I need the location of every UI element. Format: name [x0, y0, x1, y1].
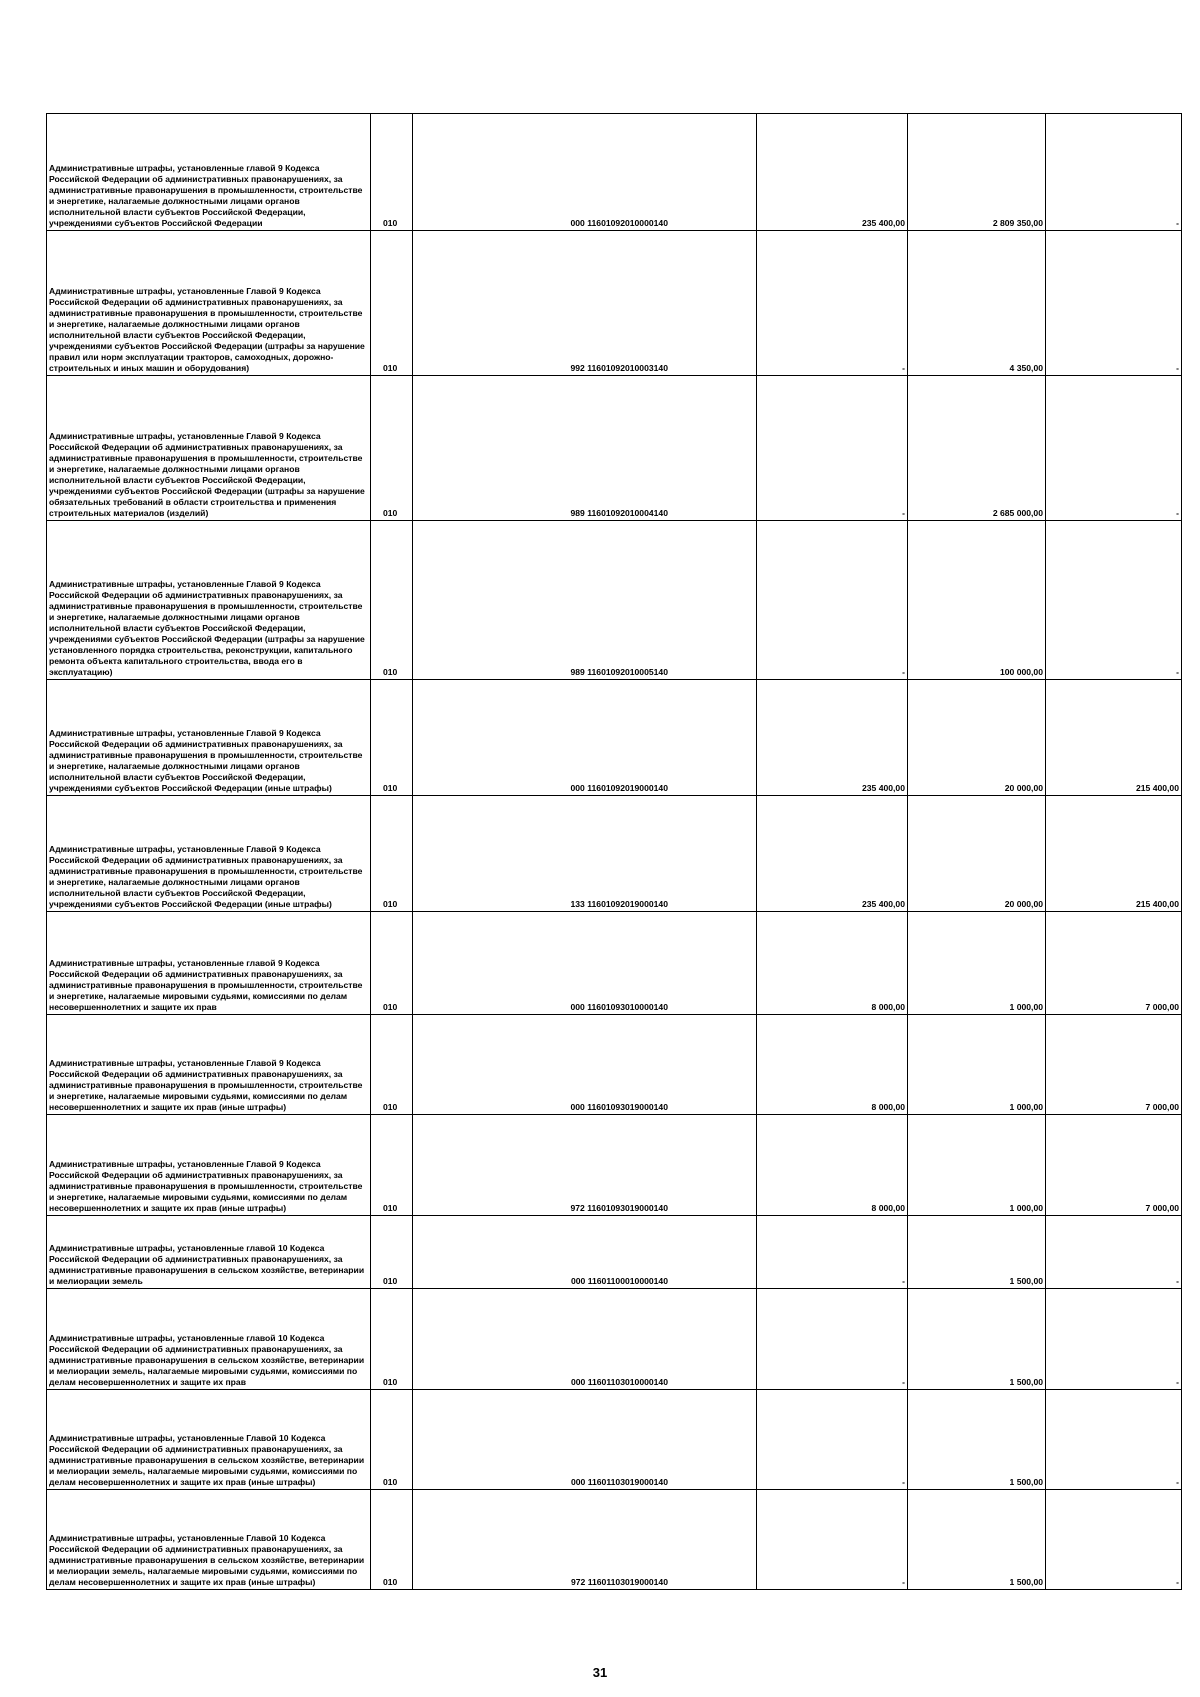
- row-approved: -: [757, 1390, 908, 1490]
- table-row: [47, 521, 1182, 680]
- row-name: Административные штрафы, установленные Главой 9 Кодекса Российской Федерации об административных правонарушениях, за административные правонарушения в промышленности, строительстве и энергетике, налагаемые мировыми судьями, комиссиями по делам несовершеннолетних и защите их прав (иные штрафы): [47, 1115, 371, 1216]
- row-executed: 2 809 350,00: [908, 114, 1046, 231]
- row-kbk: 000 11601103010000140: [413, 1289, 757, 1390]
- row-code: 010: [371, 521, 413, 680]
- row-code: 010: [371, 231, 413, 376]
- row-approved: -: [757, 1216, 908, 1289]
- row-unexecuted: 7 000,00: [1046, 1015, 1182, 1115]
- revenue-table: [46, 113, 1182, 1590]
- row-name: Административные штрафы, установленные Главой 9 Кодекса Российской Федерации об административных правонарушениях, за административные правонарушения в промышленности, строительстве и энергетике, налагаемые должностными лицами органов исполнительной власти субъектов Российской Федерации, учреждениями субъектов Российской Федерации (штрафы за нарушение обязательных требований в области строительства и применения строительных материалов (изделий): [47, 376, 371, 521]
- row-executed: 1 500,00: [908, 1289, 1046, 1390]
- table-row: [47, 1490, 1182, 1590]
- row-name: Административные штрафы, установленные Главой 9 Кодекса Российской Федерации об административных правонарушениях, за административные правонарушения в промышленности, строительстве и энергетике, налагаемые должностными лицами органов исполнительной власти субъектов Российской Федерации, учреждениями субъектов Российской Федерации (штрафы за нарушение правил или норм эксплуатации тракторов, самоходных, дорожно-строительных и иных машин и оборудования): [47, 231, 371, 376]
- row-approved: -: [757, 1490, 908, 1590]
- row-unexecuted: 215 400,00: [1046, 796, 1182, 912]
- row-name: Административные штрафы, установленные Главой 9 Кодекса Российской Федерации об административных правонарушениях, за административные правонарушения в промышленности, строительстве и энергетике, налагаемые должностными лицами органов исполнительной власти субъектов Российской Федерации, учреждениями субъектов Российской Федерации (иные штрафы): [47, 796, 371, 912]
- row-unexecuted: -: [1046, 1289, 1182, 1390]
- row-unexecuted: 7 000,00: [1046, 912, 1182, 1015]
- row-name: Административные штрафы, установленные главой 9 Кодекса Российской Федерации об административных правонарушениях, за административные правонарушения в промышленности, строительстве и энергетике, налагаемые должностными лицами органов исполнительной власти субъектов Российской Федерации, учреждениями субъектов Российской Федерации: [47, 114, 371, 231]
- row-name: Административные штрафы, установленные Главой 10 Кодекса Российской Федерации об административных правонарушениях, за административные правонарушения в сельском хозяйстве, ветеринарии и мелиорации земель, налагаемые мировыми судьями, комиссиями по делам несовершеннолетних и защите их прав (иные штрафы): [47, 1390, 371, 1490]
- row-unexecuted: 215 400,00: [1046, 680, 1182, 796]
- row-kbk: 133 11601092019000140: [413, 796, 757, 912]
- row-code: 010: [371, 796, 413, 912]
- row-executed: 20 000,00: [908, 796, 1046, 912]
- row-approved: 8 000,00: [757, 1115, 908, 1216]
- table-row: [47, 376, 1182, 521]
- row-unexecuted: -: [1046, 376, 1182, 521]
- row-executed: 1 000,00: [908, 912, 1046, 1015]
- row-code: 010: [371, 912, 413, 1015]
- row-approved: 8 000,00: [757, 1015, 908, 1115]
- row-kbk: 989 11601092010005140: [413, 521, 757, 680]
- table-row: [47, 1216, 1182, 1289]
- row-code: 010: [371, 114, 413, 231]
- row-unexecuted: 7 000,00: [1046, 1115, 1182, 1216]
- row-executed: 1 000,00: [908, 1015, 1046, 1115]
- row-executed: 20 000,00: [908, 680, 1046, 796]
- row-kbk: 000 11601093019000140: [413, 1015, 757, 1115]
- row-name: Административные штрафы, установленные главой 10 Кодекса Российской Федерации об административных правонарушениях, за административные правонарушения в сельском хозяйстве, ветеринарии и мелиорации земель: [47, 1216, 371, 1289]
- row-unexecuted: -: [1046, 1390, 1182, 1490]
- row-approved: -: [757, 231, 908, 376]
- row-kbk: 989 11601092010004140: [413, 376, 757, 521]
- row-name: Административные штрафы, установленные Главой 10 Кодекса Российской Федерации об административных правонарушениях, за административные правонарушения в сельском хозяйстве, ветеринарии и мелиорации земель, налагаемые мировыми судьями, комиссиями по делам несовершеннолетних и защите их прав (иные штрафы): [47, 1490, 371, 1590]
- row-code: 010: [371, 1490, 413, 1590]
- table-row: [47, 1015, 1182, 1115]
- row-executed: 1 500,00: [908, 1390, 1046, 1490]
- row-code: 010: [371, 1390, 413, 1490]
- row-unexecuted: -: [1046, 521, 1182, 680]
- row-kbk: 972 11601093019000140: [413, 1115, 757, 1216]
- row-approved: -: [757, 376, 908, 521]
- table-row: [47, 680, 1182, 796]
- row-code: 010: [371, 1216, 413, 1289]
- row-unexecuted: -: [1046, 114, 1182, 231]
- row-kbk: 000 11601103019000140: [413, 1390, 757, 1490]
- table-row: [47, 1390, 1182, 1490]
- row-executed: 1 000,00: [908, 1115, 1046, 1216]
- row-name: Административные штрафы, установленные главой 9 Кодекса Российской Федерации об административных правонарушениях, за административные правонарушения в промышленности, строительстве и энергетике, налагаемые мировыми судьями, комиссиями по делам несовершеннолетних и защите их прав: [47, 912, 371, 1015]
- row-kbk: 000 11601093010000140: [413, 912, 757, 1015]
- row-executed: 1 500,00: [908, 1490, 1046, 1590]
- row-approved: -: [757, 521, 908, 680]
- row-unexecuted: -: [1046, 1490, 1182, 1590]
- row-approved: 8 000,00: [757, 912, 908, 1015]
- row-name: Административные штрафы, установленные главой 10 Кодекса Российской Федерации об административных правонарушениях, за административные правонарушения в сельском хозяйстве, ветеринарии и мелиорации земель, налагаемые мировыми судьями, комиссиями по делам несовершеннолетних и защите их прав: [47, 1289, 371, 1390]
- row-kbk: 972 11601103019000140: [413, 1490, 757, 1590]
- table-row: [47, 912, 1182, 1015]
- row-approved: 235 400,00: [757, 796, 908, 912]
- row-unexecuted: -: [1046, 231, 1182, 376]
- row-approved: 235 400,00: [757, 114, 908, 231]
- row-code: 010: [371, 1115, 413, 1216]
- table-row: [47, 1115, 1182, 1216]
- row-approved: 235 400,00: [757, 680, 908, 796]
- row-code: 010: [371, 1015, 413, 1115]
- row-code: 010: [371, 376, 413, 521]
- row-executed: 4 350,00: [908, 231, 1046, 376]
- row-executed: 100 000,00: [908, 521, 1046, 680]
- row-kbk: 992 11601092010003140: [413, 231, 757, 376]
- row-name: Административные штрафы, установленные Главой 9 Кодекса Российской Федерации об административных правонарушениях, за административные правонарушения в промышленности, строительстве и энергетике, налагаемые должностными лицами органов исполнительной власти субъектов Российской Федерации, учреждениями субъектов Российской Федерации (иные штрафы): [47, 680, 371, 796]
- row-name: Административные штрафы, установленные Главой 9 Кодекса Российской Федерации об административных правонарушениях, за административные правонарушения в промышленности, строительстве и энергетике, налагаемые должностными лицами органов исполнительной власти субъектов Российской Федерации, учреждениями субъектов Российской Федерации (штрафы за нарушение установленного порядка строительства, реконструкции, капитального ремонта объекта капитального строительства, ввода его в эксплуатацию): [47, 521, 371, 680]
- row-kbk: 000 11601100010000140: [413, 1216, 757, 1289]
- table-row: [47, 114, 1182, 231]
- row-code: 010: [371, 1289, 413, 1390]
- table-row: [47, 796, 1182, 912]
- row-name: Административные штрафы, установленные Главой 9 Кодекса Российской Федерации об административных правонарушениях, за административные правонарушения в промышленности, строительстве и энергетике, налагаемые мировыми судьями, комиссиями по делам несовершеннолетних и защите их прав (иные штрафы): [47, 1015, 371, 1115]
- row-kbk: 000 11601092019000140: [413, 680, 757, 796]
- row-approved: -: [757, 1289, 908, 1390]
- row-unexecuted: -: [1046, 1216, 1182, 1289]
- row-executed: 1 500,00: [908, 1216, 1046, 1289]
- page-number: 31: [592, 1665, 608, 1680]
- row-executed: 2 685 000,00: [908, 376, 1046, 521]
- row-kbk: 000 11601092010000140: [413, 114, 757, 231]
- table-row: [47, 231, 1182, 376]
- table-row: [47, 1289, 1182, 1390]
- row-code: 010: [371, 680, 413, 796]
